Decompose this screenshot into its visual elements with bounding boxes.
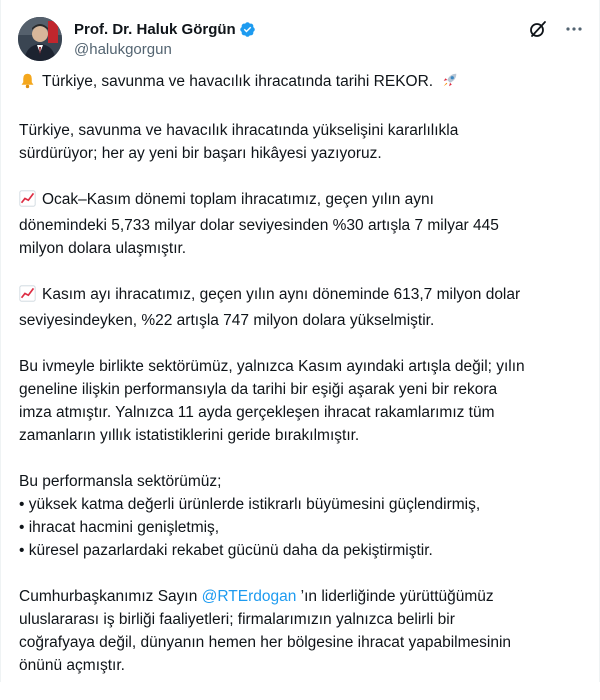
p3-line-1-wrap: [19, 283, 579, 309]
headline-text: Türkiye, savunma ve havacılık ihracatında tarihi REKOR.: [42, 73, 434, 90]
p2-line-2: dönemindeki 5,733 milyar dolar seviyesinden %30 artışla 7 milyar 445: [19, 217, 499, 234]
p1-line-2: sürdürüyor; her ay yeni bir başarı hikâyesi yazıyoruz.: [19, 145, 382, 162]
paragraph-4: [19, 355, 579, 447]
p2-line-3: milyon dolara ulaşmıştır.: [19, 240, 187, 257]
p5-bullet-3: • küresel pazarlardaki rekabet gücünü daha da pekiştirmiştir.: [19, 542, 433, 559]
paragraph-3: [19, 283, 579, 332]
grok-icon[interactable]: [528, 19, 548, 39]
paragraph-1: [19, 119, 579, 165]
paragraph-5: [19, 470, 579, 562]
headline-paragraph: [19, 70, 579, 96]
p3-line-1: Kasım ayı ihracatımız, geçen yılın aynı döneminde 613,7 milyon dolar: [42, 286, 521, 303]
p4-line-2: geneline ilişkin performansıyla da tarihi bir eşiği aşarak yeni bir rekora: [19, 381, 498, 398]
more-icon[interactable]: [564, 19, 584, 39]
p4-line-1: Bu ivmeyle birlikte sektörümüz, yalnızca Kasım ayındaki artışla değil; yılın: [19, 358, 525, 375]
paragraph-6: [19, 585, 579, 677]
p6-line-1-before: Cumhurbaşkanımız Sayın: [19, 588, 198, 605]
p2-line-1: Ocak–Kasım dönemi toplam ihracatımız, geçen yılın aynı: [42, 191, 434, 208]
chart-increasing-icon: [19, 190, 36, 214]
author-handle[interactable]: @halukgorgun: [74, 41, 172, 58]
p5-bullet-2: • ihracat hacmini genişletmiş,: [19, 519, 220, 536]
bell-icon: [19, 72, 36, 96]
verified-badge-icon: [239, 21, 256, 38]
rocket-icon: [441, 71, 459, 96]
p3-line-2: seviyesindeyken, %22 artışla 747 milyon dolara yükselmiştir.: [19, 312, 435, 329]
tweet-actions: [528, 19, 584, 39]
mention-link[interactable]: @RTErdogan: [201, 588, 297, 605]
p6-line-1-after: ’ın liderliğinde yürüttüğümüz: [300, 588, 494, 605]
paragraph-2: [19, 188, 579, 260]
chart-increasing-icon: [19, 285, 36, 309]
p5-intro: Bu performansla sektörümüz;: [19, 473, 222, 490]
p6-line-3: coğrafyaya değil, dünyanın hemen her bölgesine ihracat yapabilmesinin: [19, 634, 512, 651]
p2-line-1-wrap: [19, 188, 579, 214]
p6-line-1-wrap: [19, 585, 579, 608]
author-names: [74, 19, 256, 58]
tweet-header: [18, 17, 584, 61]
avatar[interactable]: [18, 17, 62, 61]
p6-line-2: uluslararası iş birliği faaliyetleri; firmalarımızın yalnızca belirli bir: [19, 611, 455, 628]
p1-line-1: Türkiye, savunma ve havacılık ihracatında yükselişini kararlılıkla: [19, 122, 459, 139]
p6-line-4: önünü açmıştır.: [19, 657, 125, 674]
author-display-name[interactable]: Prof. Dr. Haluk Görgün: [74, 20, 236, 38]
p4-line-4: zamanların yıllık istatistiklerini geride bırakılmıştır.: [19, 427, 360, 444]
tweet-text: [19, 70, 579, 700]
p5-bullet-1: • yüksek katma değerli ürünlerde istikrarlı büyümesini güçlendirmiş,: [19, 496, 481, 513]
p4-line-3: imza atmıştır. Yalnızca 11 ayda gerçekleşen ihracat rakamlarımız tüm: [19, 404, 495, 421]
